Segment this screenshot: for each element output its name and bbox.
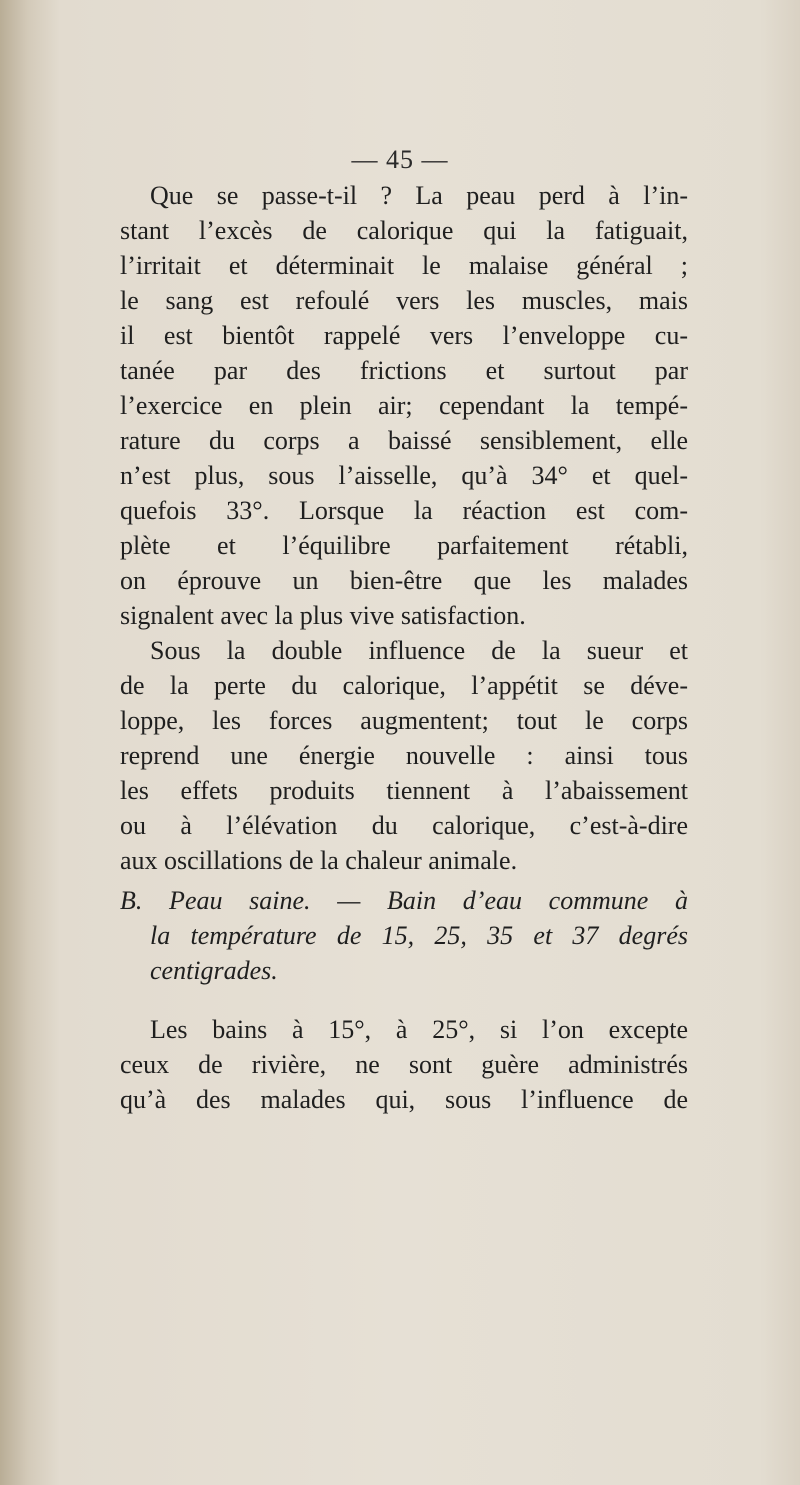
text-line: tanée par des frictions et surtout par xyxy=(120,356,688,385)
text-line: quefois 33°. Lorsque la réaction est com- xyxy=(120,496,688,525)
text-line: Sous la double influence de la sueur et xyxy=(150,636,688,665)
text-line: aux oscillations de la chaleur animale. xyxy=(120,846,518,875)
text-line: on éprouve un bien-être que les malades xyxy=(120,566,688,595)
text-line: reprend une énergie nouvelle : ainsi tous xyxy=(120,741,688,770)
text-line: qu’à des malades qui, sous l’influence de xyxy=(120,1085,688,1114)
text-line: stant l’excès de calorique qui la fatiguait, xyxy=(120,216,688,245)
page-number: — 45 — xyxy=(351,145,449,174)
text-line: il est bientôt rappelé vers l’enveloppe cu- xyxy=(120,321,688,350)
body-text xyxy=(120,178,688,878)
text-line: n’est plus, sous l’aisselle, qu’à 34° et quel- xyxy=(120,461,688,490)
text-line: signalent avec la plus vive satisfaction. xyxy=(120,601,526,630)
text-line: rature du corps a baissé sensiblement, elle xyxy=(120,426,688,455)
section-heading xyxy=(120,883,688,988)
text-line: plète et l’équilibre parfaitement rétabli, xyxy=(120,531,688,560)
heading-line: centigrades. xyxy=(150,956,278,985)
text-line: le sang est refoulé vers les muscles, mais xyxy=(120,286,688,315)
body-text xyxy=(120,1012,688,1117)
text-line: l’exercice en plein air; cependant la tempé- xyxy=(120,391,688,420)
text-line: l’irritait et déterminait le malaise général ; xyxy=(120,251,688,280)
text-line: ou à l’élévation du calorique, c’est-à-dire xyxy=(120,811,688,840)
text-line: les effets produits tiennent à l’abaissement xyxy=(120,776,688,805)
text-line: Les bains à 15°, à 25°, si l’on excepte xyxy=(150,1015,688,1044)
heading-line: B. Peau saine. — Bain d’eau commune à xyxy=(120,886,688,915)
heading-line: la température de 15, 25, 35 et 37 degrés xyxy=(150,921,688,950)
text-line: loppe, les forces augmentent; tout le corps xyxy=(120,706,688,735)
text-line: de la perte du calorique, l’appétit se déve- xyxy=(120,671,688,700)
text-line: ceux de rivière, ne sont guère administrés xyxy=(120,1050,688,1079)
text-line: Que se passe-t-il ? La peau perd à l’in- xyxy=(150,181,688,210)
